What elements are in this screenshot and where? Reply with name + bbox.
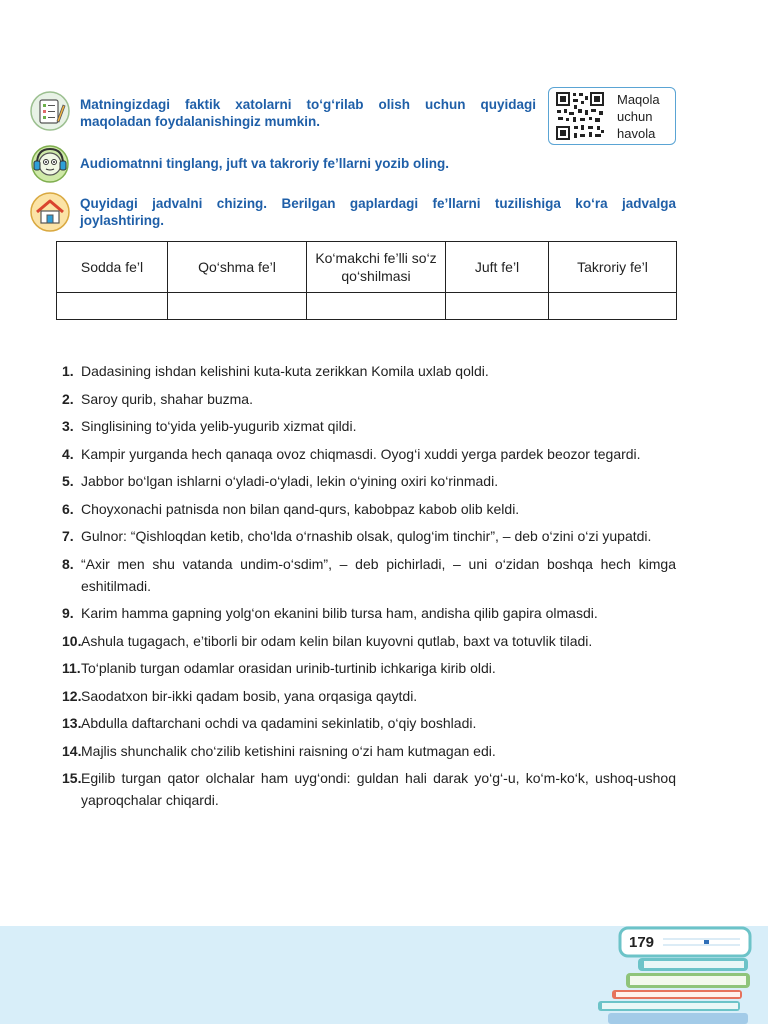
list-text: To‘planib turgan odamlar orasidan urinib-turtinib ichkariga kirib oldi. — [81, 660, 496, 676]
list-number: 8. — [62, 555, 74, 572]
list-number: 7. — [62, 528, 74, 544]
table-cell — [446, 293, 549, 320]
list-item — [62, 470, 676, 492]
list-item — [62, 657, 676, 679]
table-header-cell: Sodda fe’l — [57, 242, 168, 293]
list-text: Choyxonachi patnisda non bilan qand-qurs, kabobpaz kabob olib keldi. — [81, 500, 520, 517]
list-number: 15. — [62, 770, 82, 786]
list-text: Jabbor bo‘lgan ishlarni o‘yladi-o‘yladi, lekin o‘yining oxiri ko‘rinmadi. — [81, 473, 499, 489]
list-item — [62, 712, 676, 734]
list-item — [62, 525, 676, 547]
table-header-cell: Juft fe’l — [446, 242, 549, 293]
table-cell — [307, 293, 446, 320]
list-number: 9. — [62, 605, 74, 621]
list-item — [62, 443, 676, 465]
table-header-cell: Ko‘makchi fe’lli so‘z qo‘shilmasi — [307, 242, 446, 293]
verb-classification-table — [56, 241, 677, 320]
list-text: Abdulla daftarchani ochdi va qadamini sekinlatib, o‘qiy boshladi. — [81, 715, 477, 731]
list-text: Gulnor: “Qishloqdan ketib, cho‘lda o‘rnashib olsak, qulog‘im tinchir”, – deb o‘zini o‘zi yupatdi. — [81, 528, 652, 544]
table-cell — [57, 293, 168, 320]
list-number: 12. — [62, 687, 82, 704]
house-icon — [30, 192, 70, 232]
qr-code-icon[interactable] — [554, 90, 606, 142]
checklist-pencil-icon — [30, 91, 70, 131]
list-text: “Axir men shu vatanda undim-o‘sdim”, – deb pichirladi, – uni o‘zidan boshqa hech kimga eshitilmadi. — [81, 555, 676, 594]
table-cell — [168, 293, 307, 320]
instruction-table-task: Quyidagi jadvalni chizing. Berilgan gaplardagi fe’llarni tuzilishiga ko‘ra jadvalga joylashtiring. — [80, 196, 676, 228]
list-text: Saroy qurib, shahar buzma. — [81, 390, 253, 407]
headphones-icon — [30, 143, 70, 183]
list-number: 4. — [62, 445, 74, 462]
table-cell — [549, 293, 677, 320]
list-item — [62, 685, 676, 707]
page-number: 179 — [629, 934, 655, 951]
list-text: Ashula tugagach, e’tiborli bir odam kelin bilan kuyovni qutlab, baxt va totuvlik tiladi. — [81, 632, 593, 649]
list-item — [62, 388, 676, 410]
table-header-cell: Qo‘shma fe’l — [168, 242, 307, 293]
list-number: 1. — [62, 363, 74, 379]
list-text: Egilib turgan qator olchalar ham uyg‘ondi: guldan hali darak yo‘g‘-u, ko‘m-ko‘k, ushoq-ushoq yaproqchalar chiqardi. — [81, 770, 676, 808]
qr-caption-line: Maqola — [617, 92, 660, 107]
list-number: 5. — [62, 473, 74, 489]
list-text: Saodatxon bir-ikki qadam bosib, yana orqasiga qaytdi. — [81, 687, 418, 704]
list-text: Dadasining ishdan kelishini kuta-kuta zerikkan Komila uxlab qoldi. — [81, 363, 489, 379]
list-number: 6. — [62, 500, 74, 517]
sentence-list — [62, 360, 676, 817]
list-text: Karim hamma gapning yolg‘on ekanini bilib tursa ham, andisha qilib gapira olmasdi. — [81, 605, 598, 621]
list-item — [62, 553, 676, 597]
list-item — [62, 498, 676, 520]
list-item — [62, 602, 676, 624]
instruction-audio: Audiomatnni tinglang, juft va takroriy fe’llarni yozib oling. — [80, 156, 450, 171]
qr-link-box[interactable] — [548, 87, 676, 145]
instruction-fact-check: Matningizdagi faktik xatolarni to‘g‘rilab olish uchun quyidagi maqoladan foydalanishingiz mumkin. — [80, 97, 536, 129]
table-row — [57, 293, 677, 320]
list-number: 14. — [62, 742, 82, 759]
list-item — [62, 415, 676, 437]
list-number: 10. — [62, 632, 82, 649]
list-text: Kampir yurganda hech qanaqa ovoz chiqmasdi. Oyog‘i xuddi yerga pardek beozor tegardi. — [81, 445, 641, 462]
table-header-row — [57, 242, 677, 293]
book-stack-icon — [568, 924, 768, 1024]
list-number: 2. — [62, 390, 74, 407]
list-text: Singlisining to‘yida yelib-yugurib xizmat qildi. — [81, 418, 357, 434]
qr-caption-line: havola — [617, 126, 656, 141]
list-text: Majlis shunchalik cho‘zilib ketishini raisning o‘zi ham kutmagan edi. — [81, 742, 496, 759]
qr-caption[interactable] — [617, 91, 673, 142]
table-header-cell: Takroriy fe’l — [549, 242, 677, 293]
qr-caption-line: uchun — [617, 109, 653, 124]
list-item — [62, 767, 676, 811]
list-number: 3. — [62, 418, 74, 434]
list-number: 13. — [62, 715, 82, 731]
list-item — [62, 630, 676, 652]
list-item — [62, 360, 676, 382]
list-item — [62, 740, 676, 762]
list-number: 11. — [62, 660, 81, 676]
